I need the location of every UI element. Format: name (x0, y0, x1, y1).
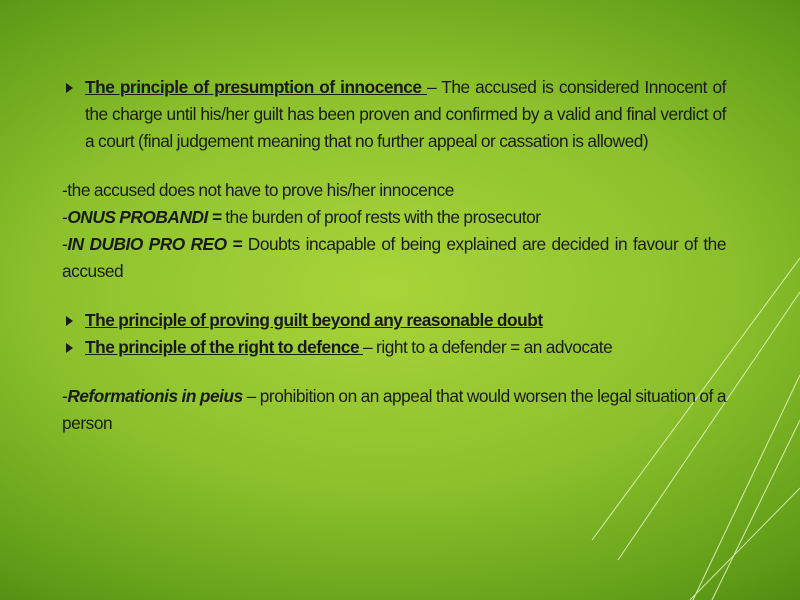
bullet-title: The principle of presumption of innocence (85, 77, 427, 97)
bullet-arrow-icon (66, 83, 73, 93)
line-in-dubio-pro-reo (62, 231, 726, 285)
dash: - (62, 386, 68, 406)
bullet-title: The principle of the right to defence (85, 337, 363, 357)
term-in-dubio-pro-reo: IN DUBIO PRO REO = (67, 234, 243, 254)
slide-content (62, 74, 726, 437)
bullet-text: – right to a defender = an advocate (363, 337, 613, 357)
term-onus-probandi: ONUS PROBANDI = (67, 207, 222, 227)
bullet-title: The principle of proving guilt beyond any reasonable doubt (85, 310, 543, 330)
dash: - (62, 234, 68, 254)
bullet-presumption-of-innocence (62, 74, 726, 155)
bullet-proving-guilt (62, 307, 726, 334)
deco-line (712, 420, 800, 600)
line-onus-probandi (62, 204, 726, 231)
line-reformationis-in-peius (62, 383, 726, 437)
bullet-arrow-icon (66, 316, 73, 326)
line-accused-not-prove: -the accused does not have to prove his/her innocence (62, 180, 454, 200)
bullet-text: – The accused is considered Innocent of the charge until his/her guilt has been proven and confirmed by a valid and final verdict of a court (final judgement meaning that no further appeal or cassation is allowed) (85, 77, 726, 151)
bullet-right-to-defence (62, 334, 726, 361)
line-text: – prohibition on an appeal that would worsen the legal situation of a person (62, 386, 726, 433)
line-text: the burden of proof rests with the prosecutor (221, 207, 541, 227)
line-text: Doubts incapable of being explained are decided in favour of the accused (62, 234, 726, 281)
deco-line (690, 488, 800, 600)
bullet-arrow-icon (66, 343, 73, 353)
dash: - (62, 207, 68, 227)
term-reformationis-in-peius: Reformationis in peius (67, 386, 243, 406)
